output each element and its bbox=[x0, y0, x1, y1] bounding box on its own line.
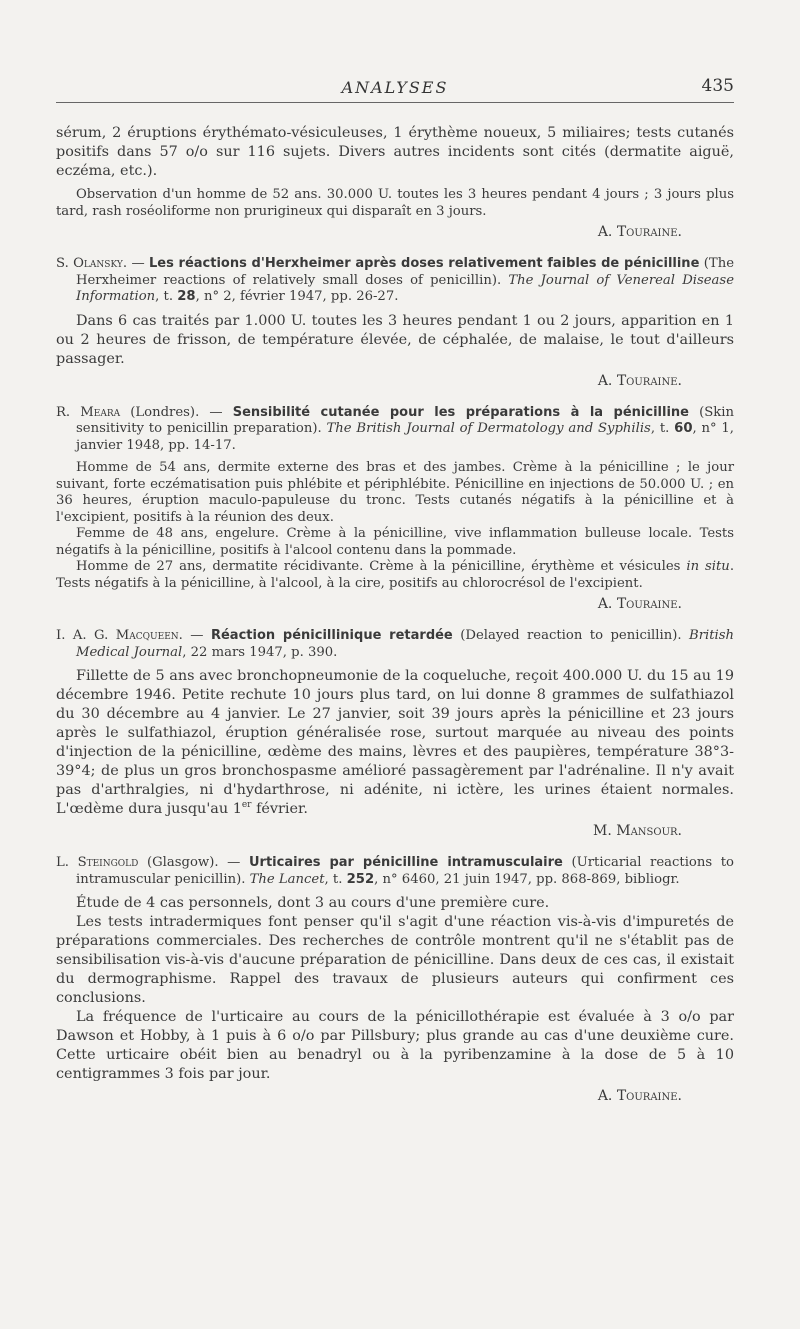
paragraph: La fréquence de l'urticaire au cours de la pénicillothérapie est évaluée à 3 o/o par Dawson et Hobby, à 1 puis à 6 o/o par Pillsbury; plus grande au cas d'une deuxième cure. Cette urticaire obéit bien au benadryl ou à la pyribenzamine à la dose de 5 à 10 centigrammes 3 fois par jour. bbox=[56, 1009, 734, 1082]
paragraph-small bbox=[56, 559, 734, 592]
signature: A. Touraine. bbox=[597, 596, 682, 612]
ref-translation: (Delayed reaction to penicillin). bbox=[452, 628, 689, 643]
ref-details: , n° 2, février 1947, pp. 26-27. bbox=[195, 289, 399, 304]
ref-article-title: Urticaires par pénicilline intramusculaire bbox=[248, 855, 563, 870]
ref-details: , n° 6460, 21 juin 1947, pp. 868-869, bibliogr. bbox=[374, 871, 680, 887]
reference-entry bbox=[56, 628, 734, 661]
ref-author: L. Steingold bbox=[56, 855, 139, 870]
signature: A. Touraine. bbox=[597, 372, 682, 389]
text-run: février. bbox=[251, 801, 308, 817]
page-body bbox=[56, 124, 734, 1106]
paragraph: Les tests intradermiques font penser qu'il s'agit d'une réaction vis-à-vis d'impuretés de préparations commerciales. Des recherches de contrôle montrent qu'il ne s'établit pas de sensibilisation vis-à-vis d'aucune préparation de pénicilline. Dans deux de ces cas, il existait du dermographisme. Rappel des travaux de plusieurs auteurs qui confirment ces conclusions. bbox=[56, 914, 734, 1006]
signature: A. Touraine. bbox=[597, 1088, 682, 1104]
paragraph-small: Homme de 54 ans, dermite externe des bras et des jambes. Crème à la pénicilline ; le jour suivant, forte eczématisation puis phlébite et périphlébite. Pénicilline en injections de 50.000 U. ; en 36 heures, éruption maculo-papuleuse du tronc. Tests cutanés négatifs à la pénicilline et à l'excipient, positifs à la réunion des deux. bbox=[56, 460, 734, 525]
ref-tome-label: , t. bbox=[324, 871, 347, 887]
ref-separator: — bbox=[182, 628, 211, 643]
paragraph: sérum, 2 éruptions érythémato-vésiculeuses, 1 érythème noueux, 5 miliaires; tests cutanés positifs dans 57 o/o sur 116 sujets. Divers autres incidents sont cités (dermatite aiguë, eczéma, etc.). bbox=[56, 125, 734, 179]
ref-volume: 28 bbox=[177, 289, 196, 304]
ref-volume: 60 bbox=[674, 421, 693, 436]
italic-text: in situ bbox=[686, 559, 730, 574]
ref-tome-label: , t. bbox=[155, 289, 178, 304]
ref-author: S. Olansky. bbox=[56, 256, 128, 271]
ref-journal: British Medical Journal bbox=[76, 628, 734, 660]
ref-journal: The British Journal of Dermatology and Syphilis bbox=[326, 421, 651, 436]
ref-separator: — bbox=[127, 256, 149, 271]
reference-entry bbox=[56, 855, 734, 888]
paragraph-small: Observation d'un homme de 52 ans. 30.000 U. toutes les 3 heures pendant 4 jours ; 3 jours plus tard, rash roséoliforme non prurigineux qui disparaît en 3 jours. bbox=[56, 187, 734, 219]
ref-journal: The Journal of Venereal Disease Information bbox=[76, 272, 734, 304]
reference-entry bbox=[56, 405, 734, 455]
paragraph-small: Femme de 48 ans, engelure. Crème à la pénicilline, vive inflammation bulleuse locale. Tests négatifs à la pénicilline, positifs à l'alcool contenu dans la pommade. bbox=[56, 526, 734, 558]
signature: M. Mansour. bbox=[593, 823, 682, 839]
ref-location: (Londres). — bbox=[120, 404, 233, 420]
ref-translation: (Skin sensitivity to penicillin preparation). bbox=[76, 404, 735, 436]
ref-article-title: Les réactions d'Herxheimer après doses relativement faibles de pénicilline bbox=[149, 256, 700, 271]
ref-article-title: Sensibilité cutanée pour les préparations à la pénicilline bbox=[232, 404, 689, 420]
ref-tome-label: , t. bbox=[650, 421, 675, 436]
ref-details: , 22 mars 1947, p. 390. bbox=[182, 644, 338, 660]
ref-article-title: Réaction pénicillinique retardée bbox=[210, 628, 453, 643]
ref-journal: The Lancet bbox=[249, 871, 325, 887]
ref-details: , n° 1, janvier 1948, pp. 14-17. bbox=[76, 421, 734, 453]
paragraph bbox=[56, 667, 734, 819]
superscript: er bbox=[241, 800, 252, 811]
signature: A. Touraine. bbox=[597, 224, 682, 240]
text-run: Fillette de 5 ans avec bronchopneumonie de la coqueluche, reçoit 400.000 U. du 15 au 19 décembre 1946. Petite rechute 10 jours plus tard, on lui donne 8 grammes de sulfathiazol du 30 décembre au 4 janvier. Le 27 janvier, soit 39 jours après la pénicilline et 23 jours après le sulfathiazol, éruption généralisée rose, surtout marquée au niveau des points d'injection de la pénicilline, œdème des mains, lèvres et des paupières, température 38°3-39°4; de plus un gros bronchospasme amélioré passagèrement par l'adrénaline. Il n'y avait pas d'arthralgies, ni d'hydarthrose, ni adénite, ni ictère, les urines étaient normales. L'œdème dura jusqu'au 1 bbox=[56, 668, 734, 817]
paragraph: Dans 6 cas traités par 1.000 U. toutes les 3 heures pendant 1 ou 2 jours, apparition en 1 ou 2 heures de frisson, de température élevée, de céphalée, de malaise, le tout d'ailleurs passager. bbox=[56, 312, 734, 367]
ref-volume: 252 bbox=[346, 871, 375, 887]
ref-author: R. Meara bbox=[56, 404, 121, 420]
text-run: Homme de 27 ans, dermatite récidivante. Crème à la pénicilline, érythème et vésicules bbox=[76, 559, 687, 574]
paragraph: Étude de 4 cas personnels, dont 3 au cours d'une première cure. bbox=[76, 895, 550, 911]
page-number: 435 bbox=[701, 76, 734, 96]
ref-author: I. A. G. Macqueen. bbox=[56, 628, 183, 643]
header-title: ANALYSES bbox=[341, 78, 449, 97]
ref-location: (Glasgow). — bbox=[138, 855, 249, 870]
ref-translation: (The Herxheimer reactions of relatively small doses of penicillin). bbox=[76, 256, 734, 288]
reference-entry bbox=[56, 256, 734, 306]
text-run: . Tests négatifs à la pénicilline, à l'alcool, à la cire, positifs au chlorocrésol de l'excipient. bbox=[56, 559, 735, 591]
running-header bbox=[56, 76, 734, 103]
ref-translation: (Urticarial reactions to intramuscular penicillin). bbox=[76, 855, 734, 887]
